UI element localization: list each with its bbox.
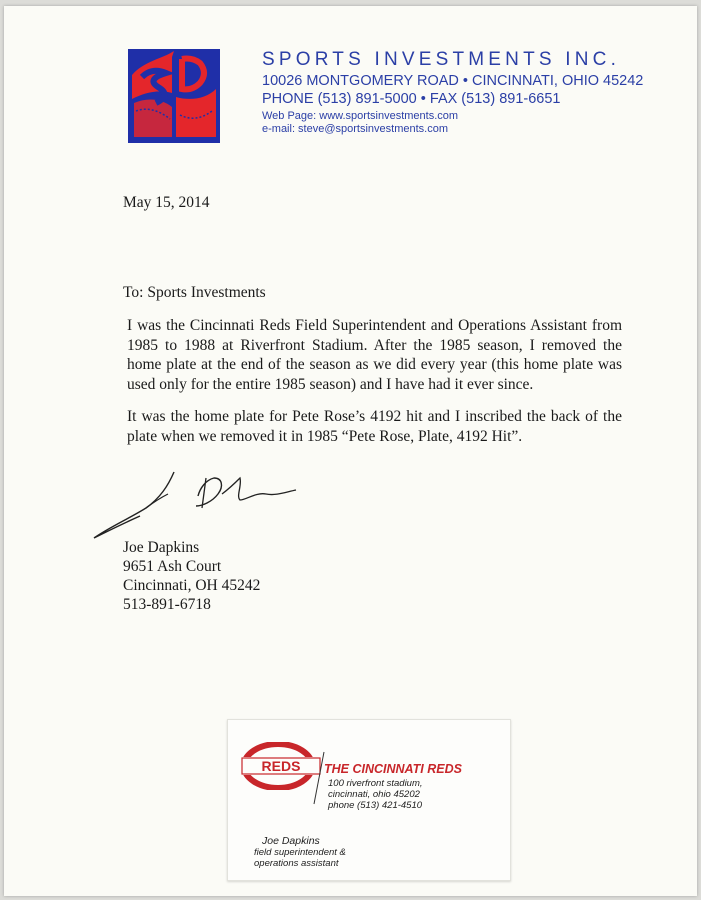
letter-page [4,6,697,896]
business-card [227,719,511,881]
signer-street: 9651 Ash Court [123,558,222,575]
card-phone: phone (513) 421-4510 [328,800,423,811]
letter-date: May 15, 2014 [123,194,210,211]
signer-phone: 513-891-6718 [123,596,211,613]
company-phone-fax: PHONE (513) 891-5000 • FAX (513) 891-6651 [262,91,561,107]
company-address: 10026 MONTGOMERY ROAD • CINCINNATI, OHIO 45242 [262,73,644,89]
company-logo [128,49,220,143]
card-person-title2: operations assistant [254,858,339,869]
card-person-name: Joe Dapkins [262,835,320,847]
signer-name: Joe Dapkins [123,539,200,556]
card-person-title1: field superintendent & [254,847,346,858]
company-web: Web Page: www.sportsinvestments.com [262,110,459,122]
card-address-line2: cincinnati, ohio 45202 [328,789,420,800]
company-name: SPORTS INVESTMENTS INC. [262,49,621,70]
handwritten-signature [90,466,320,546]
letter-paragraph-2: It was the home plate for Pete Rose’s 4192 hit and I inscribed the back of the plate when we removed it in 1985 “Pete Rose, Plate, 4192 Hit”. [127,408,622,445]
signer-city: Cincinnati, OH 45242 [123,577,261,594]
letter-recipient: To: Sports Investments [123,284,266,301]
reds-logo-text: REDS [261,758,301,774]
company-email: e-mail: steve@sportsinvestments.com [262,123,449,135]
divider-slash [312,750,326,806]
card-team-name: THE CINCINNATI REDS [324,762,462,776]
card-address-line1: 100 riverfront stadium, [328,778,423,789]
letter-paragraph-1: I was the Cincinnati Reds Field Superintendent and Operations Assistant from 1985 to 1988 at Riverfront Stadium. After the 1985 season, I removed the home plate at the end of the season as we did every year (this home plate was used only for the entire 1985 season) and I have had it ever since. [127,317,622,393]
